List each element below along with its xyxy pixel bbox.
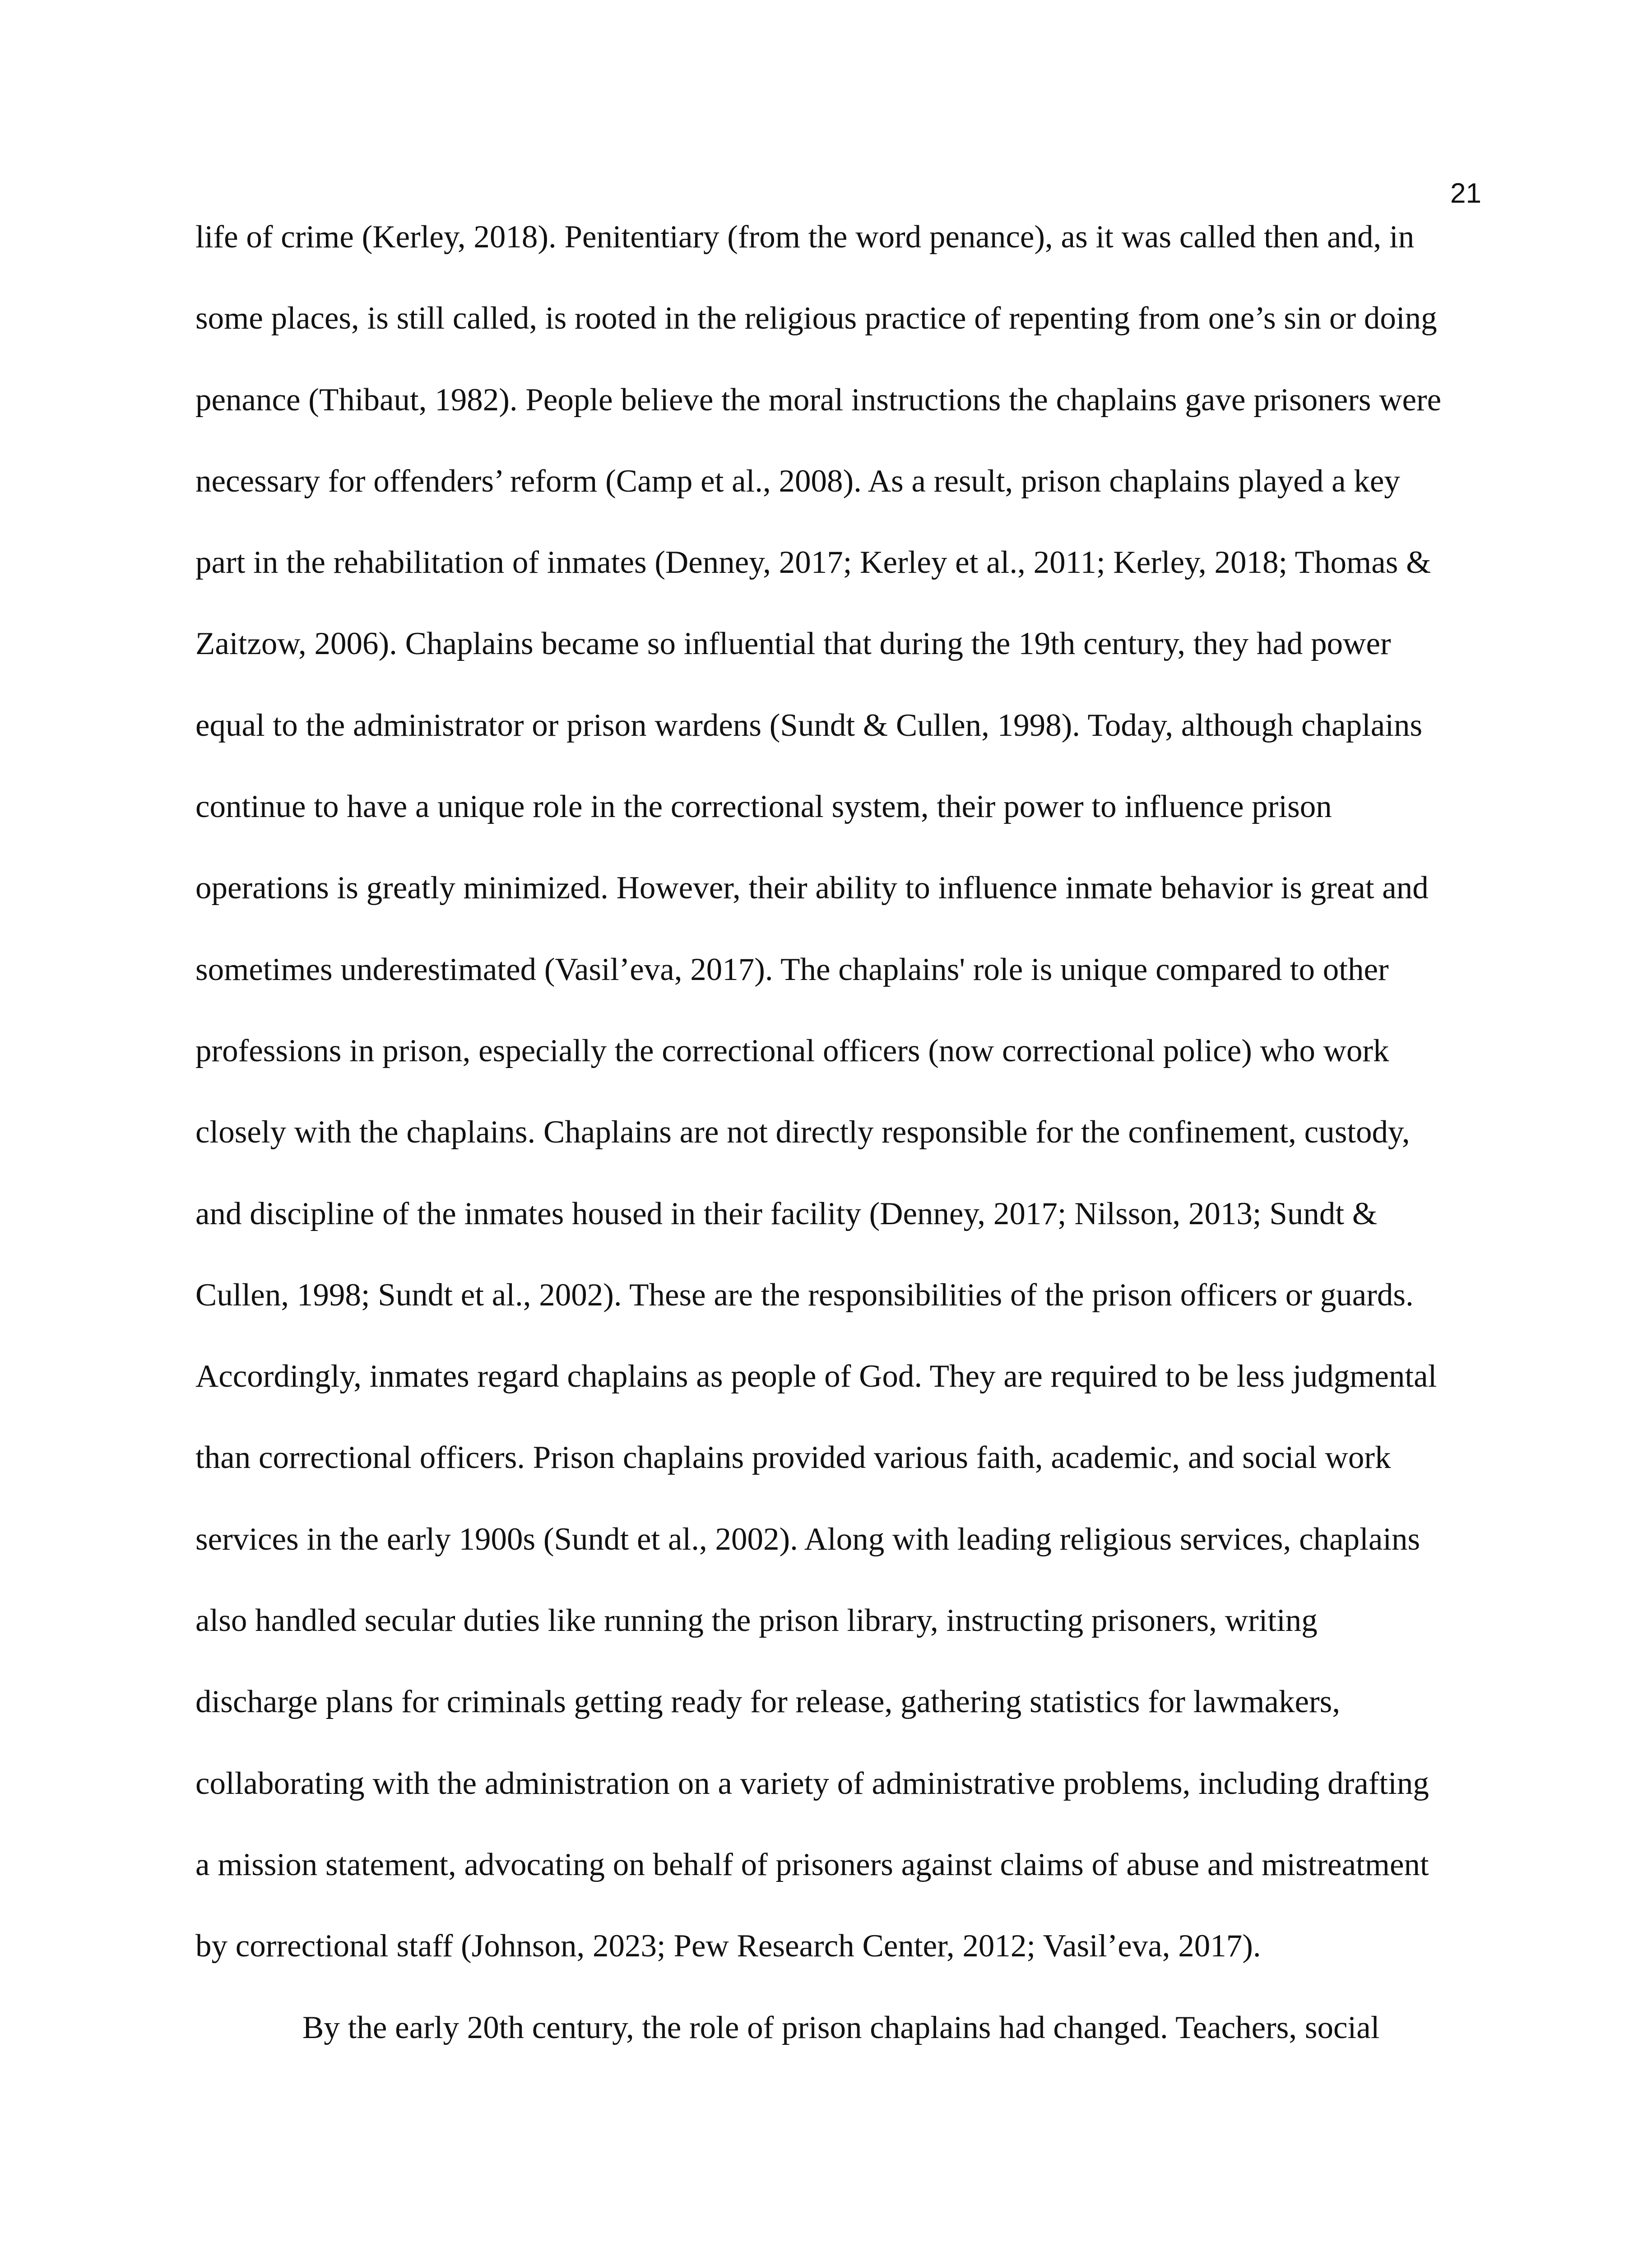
text-line: professions in prison, especially the correctional officers (now correctional police) who work (195, 1033, 1389, 1068)
text-line: by correctional staff (Johnson, 2023; Pew Research Center, 2012; Vasil’eva, 2017). (195, 1928, 1261, 1964)
text-line: also handled secular duties like running the prison library, instructing prisoners, writing (195, 1603, 1318, 1639)
text-line: than correctional officers. Prison chaplains provided various faith, academic, and social work (195, 1440, 1391, 1476)
text-line: Accordingly, inmates regard chaplains as people of God. They are required to be less judgmental (195, 1359, 1437, 1394)
text-line: equal to the administrator or prison wardens (Sundt & Cullen, 1998). Today, although chaplains (195, 707, 1423, 743)
text-line: Zaitzow, 2006). Chaplains became so influential that during the 19th century, they had power (195, 626, 1391, 662)
text-line: collaborating with the administration on a variety of administrative problems, including drafting (195, 1765, 1429, 1801)
text-line: Cullen, 1998; Sundt et al., 2002). These are the responsibilities of the prison officers or guards. (195, 1277, 1414, 1313)
text-line: a mission statement, advocating on behalf of prisoners against claims of abuse and mistreatment (195, 1847, 1429, 1882)
text-line: closely with the chaplains. Chaplains are not directly responsible for the confinement, custody, (195, 1115, 1410, 1150)
body-text (195, 212, 1459, 2084)
text-line: part in the rehabilitation of inmates (Denney, 2017; Kerley et al., 2011; Kerley, 2018; Thomas & (195, 545, 1431, 581)
text-line: continue to have a unique role in the correctional system, their power to influence prison (195, 789, 1332, 825)
text-line: and discipline of the inmates housed in their facility (Denney, 2017; Nilsson, 2013; Sundt & (195, 1196, 1378, 1231)
text-line: necessary for offenders’ reform (Camp et al., 2008). As a result, prison chaplains played a key (195, 463, 1400, 499)
text-line: services in the early 1900s (Sundt et al., 2002). Along with leading religious services, chaplains (195, 1521, 1420, 1557)
text-line: sometimes underestimated (Vasil’eva, 2017). The chaplains' role is unique compared to other (195, 952, 1389, 987)
text-line: penance (Thibaut, 1982). People believe the moral instructions the chaplains gave prisoners were (195, 382, 1442, 418)
page-number: 21 (1450, 178, 1481, 209)
paragraph-start-line: By the early 20th century, the role of prison chaplains had changed. Teachers, social (302, 2010, 1380, 2045)
text-line: operations is greatly minimized. However, their ability to influence inmate behavior is great and (195, 870, 1429, 906)
text-line: some places, is still called, is rooted in the religious practice of repenting from one’s sin or doing (195, 301, 1437, 336)
text-line: life of crime (Kerley, 2018). Penitentiary (from the word penance), as it was called then and, in (195, 219, 1415, 255)
text-line: discharge plans for criminals getting ready for release, gathering statistics for lawmakers, (195, 1684, 1341, 1720)
